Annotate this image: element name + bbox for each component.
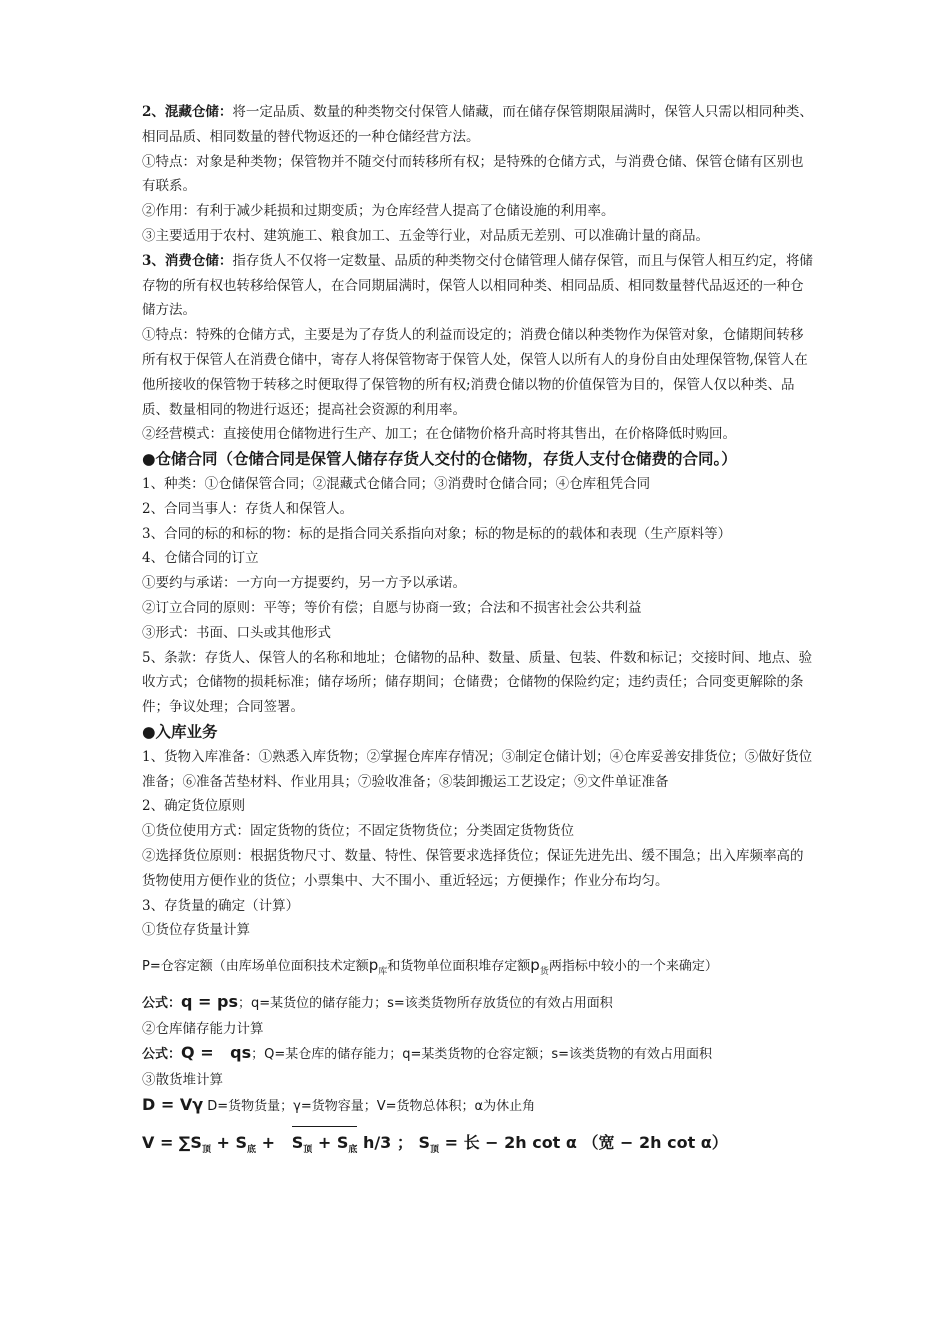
consumption-storage-mode: ②经营模式：直接使用仓储物进行生产、加工；在仓储物价格升高时将其售出，在价格降低时购回。 bbox=[142, 426, 736, 443]
inbound-item: 2、确定货位原则 bbox=[142, 798, 246, 815]
heading-storage-contract: ●仓储合同（仓储合同是保管人储存存货人交付的仓储物，存货人支付仓储费的合同。） bbox=[142, 449, 737, 469]
contract-item: ③形式：书面、口头或其他形式 bbox=[142, 624, 331, 641]
capacity-definition-line: P=仓容定额（由库场单位面积技术定额$p_库$和货物单位面积堆存定额$p_货$两指标中较小的一个来确定） bbox=[142, 956, 718, 978]
paragraph-consumption-storage bbox=[142, 249, 814, 323]
paragraph-mixed-storage bbox=[142, 100, 814, 150]
inbound-item: ①货位存货量计算 bbox=[142, 922, 250, 939]
section-title-consumption-storage: 3、消费仓储： bbox=[142, 252, 233, 269]
formula-bulk-volume: $V = \sum S_顶 + S_底 + S_顶 + S_底$ h/3 ； $S_顶$ = 长 − 2h cot α （宽 − 2h cot α） bbox=[142, 1126, 814, 1158]
formula-warehouse-capacity: 公式：Q = qs；Q=某仓库的储存能力；q=某类货物的仓容定额；s=该类货物的有效占用面积 bbox=[142, 1043, 713, 1063]
inbound-item: 1、货物入库准备：①熟悉入库货物；②掌握仓库库存情况；③制定仓储计划；④仓库妥善安排货位；⑤做好货位准备；⑥准备苫垫材料、作业用具；⑦验收准备；⑧装卸搬运工艺设定；⑨文件单证准备 bbox=[142, 748, 813, 790]
contract-item: 2、合同当事人：存货人和保管人。 bbox=[142, 500, 354, 517]
mixed-storage-features: ①特点：对象是种类物；保管物并不随交付而转移所有权；是特殊的仓储方式，与消费仓储、保管仓储有区别也有联系。 bbox=[142, 153, 804, 195]
contract-item: ①要约与承诺：一方向一方提要约，另一方予以承诺。 bbox=[142, 575, 466, 592]
formula-q-ps: q = ps bbox=[181, 991, 238, 1011]
contract-item: 3、合同的标的和标的物：标的是指合同关系指向对象；标的物是标的的载体和表现（生产原料等） bbox=[142, 525, 732, 542]
sqrt-overline: $S_顶 + S_底$ bbox=[292, 1126, 358, 1158]
heading-inbound-business: ●入库业务 bbox=[142, 721, 218, 741]
contract-item: ②订立合同的原则：平等；等价有偿；自愿与协商一致；合法和不损害社会公共利益 bbox=[142, 599, 642, 616]
mixed-storage-effects: ②作用：有利于减少耗损和过期变质；为仓库经营人提高了仓储设施的利用率。 bbox=[142, 203, 615, 220]
inbound-item: ①货位使用方式：固定货物的货位；不固定货物货位；分类固定货物货位 bbox=[142, 823, 574, 840]
contract-item: 4、仓储合同的订立 bbox=[142, 550, 259, 567]
bulk-pile-title: ③散货堆计算 bbox=[142, 1072, 223, 1089]
mixed-storage-definition: 将一定品质、数量的种类物交付保管人储藏，而在储存保管期限届满时，保管人只需以相同种类、相同品质、相同数量的替代物返还的一种仓储经营方法。 bbox=[142, 104, 813, 145]
formula-slot-capacity: 公式：q = ps；q=某货位的储存能力；s=该类货物所存放货位的有效占用面积 bbox=[142, 991, 613, 1011]
consumption-storage-definition: 指存货人不仅将一定数量、品质的种类物交付仓储管理人储存保管，而且与保管人相互约定，将储存物的所有权也转移给保管人，在合同期届满时，保管人以相同种类、相同品质、相同数量替代品返还的一种仓储方法。 bbox=[142, 252, 813, 319]
consumption-storage-features: ①特点：特殊的仓储方式，主要是为了存货人的利益而设定的；消费仓储以种类物作为保管对象，仓储期间转移所有权于保管人在消费仓储中，寄存人将保管物寄于保管人处，保管人以所有人的身份自由处理保管物,保管人在他所接收的保管物于转移之时便取得了保管物的所有权;消费仓储以物的价值保管为目的，保管人仅以种类、品质、数量相同的物进行返还；提高社会资源的利用率。 bbox=[142, 327, 808, 418]
formula-bulk-weight: D = Vγ D=货物货量；γ=货物容量；V=货物总体积；α为休止角 bbox=[142, 1095, 536, 1115]
inbound-item: 3、存货量的确定（计算） bbox=[142, 897, 300, 914]
section-title-mixed-storage: 2、混藏仓储： bbox=[142, 104, 233, 120]
mixed-storage-scope: ③主要适用于农村、建筑施工、粮食加工、五金等行业，对品质无差别、可以准确计量的商品。 bbox=[142, 227, 709, 244]
inbound-item: ②选择货位原则：根据货物尺寸、数量、特性、保管要求选择货位；保证先进先出、缓不围急；出入库频率高的货物使用方便作业的货位；小票集中、大不围小、重近轻远；方便操作；作业分布均匀。 bbox=[142, 847, 804, 889]
warehouse-capacity-title: ②仓库储存能力计算 bbox=[142, 1020, 264, 1037]
contract-item: 5、条款：存货人、保管人的名称和地址；仓储物的品种、数量、质量、包装、件数和标记；交接时间、地点、验收方式；仓储物的损耗标准；储存场所；储存期间；仓储费；仓储物的保险约定；违约责任；合同变更解除的条件；争议处理；合同签署。 bbox=[142, 649, 813, 716]
contract-item: 1、种类：①仓储保管合同；②混藏式仓储合同；③消费时仓储合同；④仓库租凭合同 bbox=[142, 475, 651, 492]
document-page bbox=[142, 100, 814, 1158]
